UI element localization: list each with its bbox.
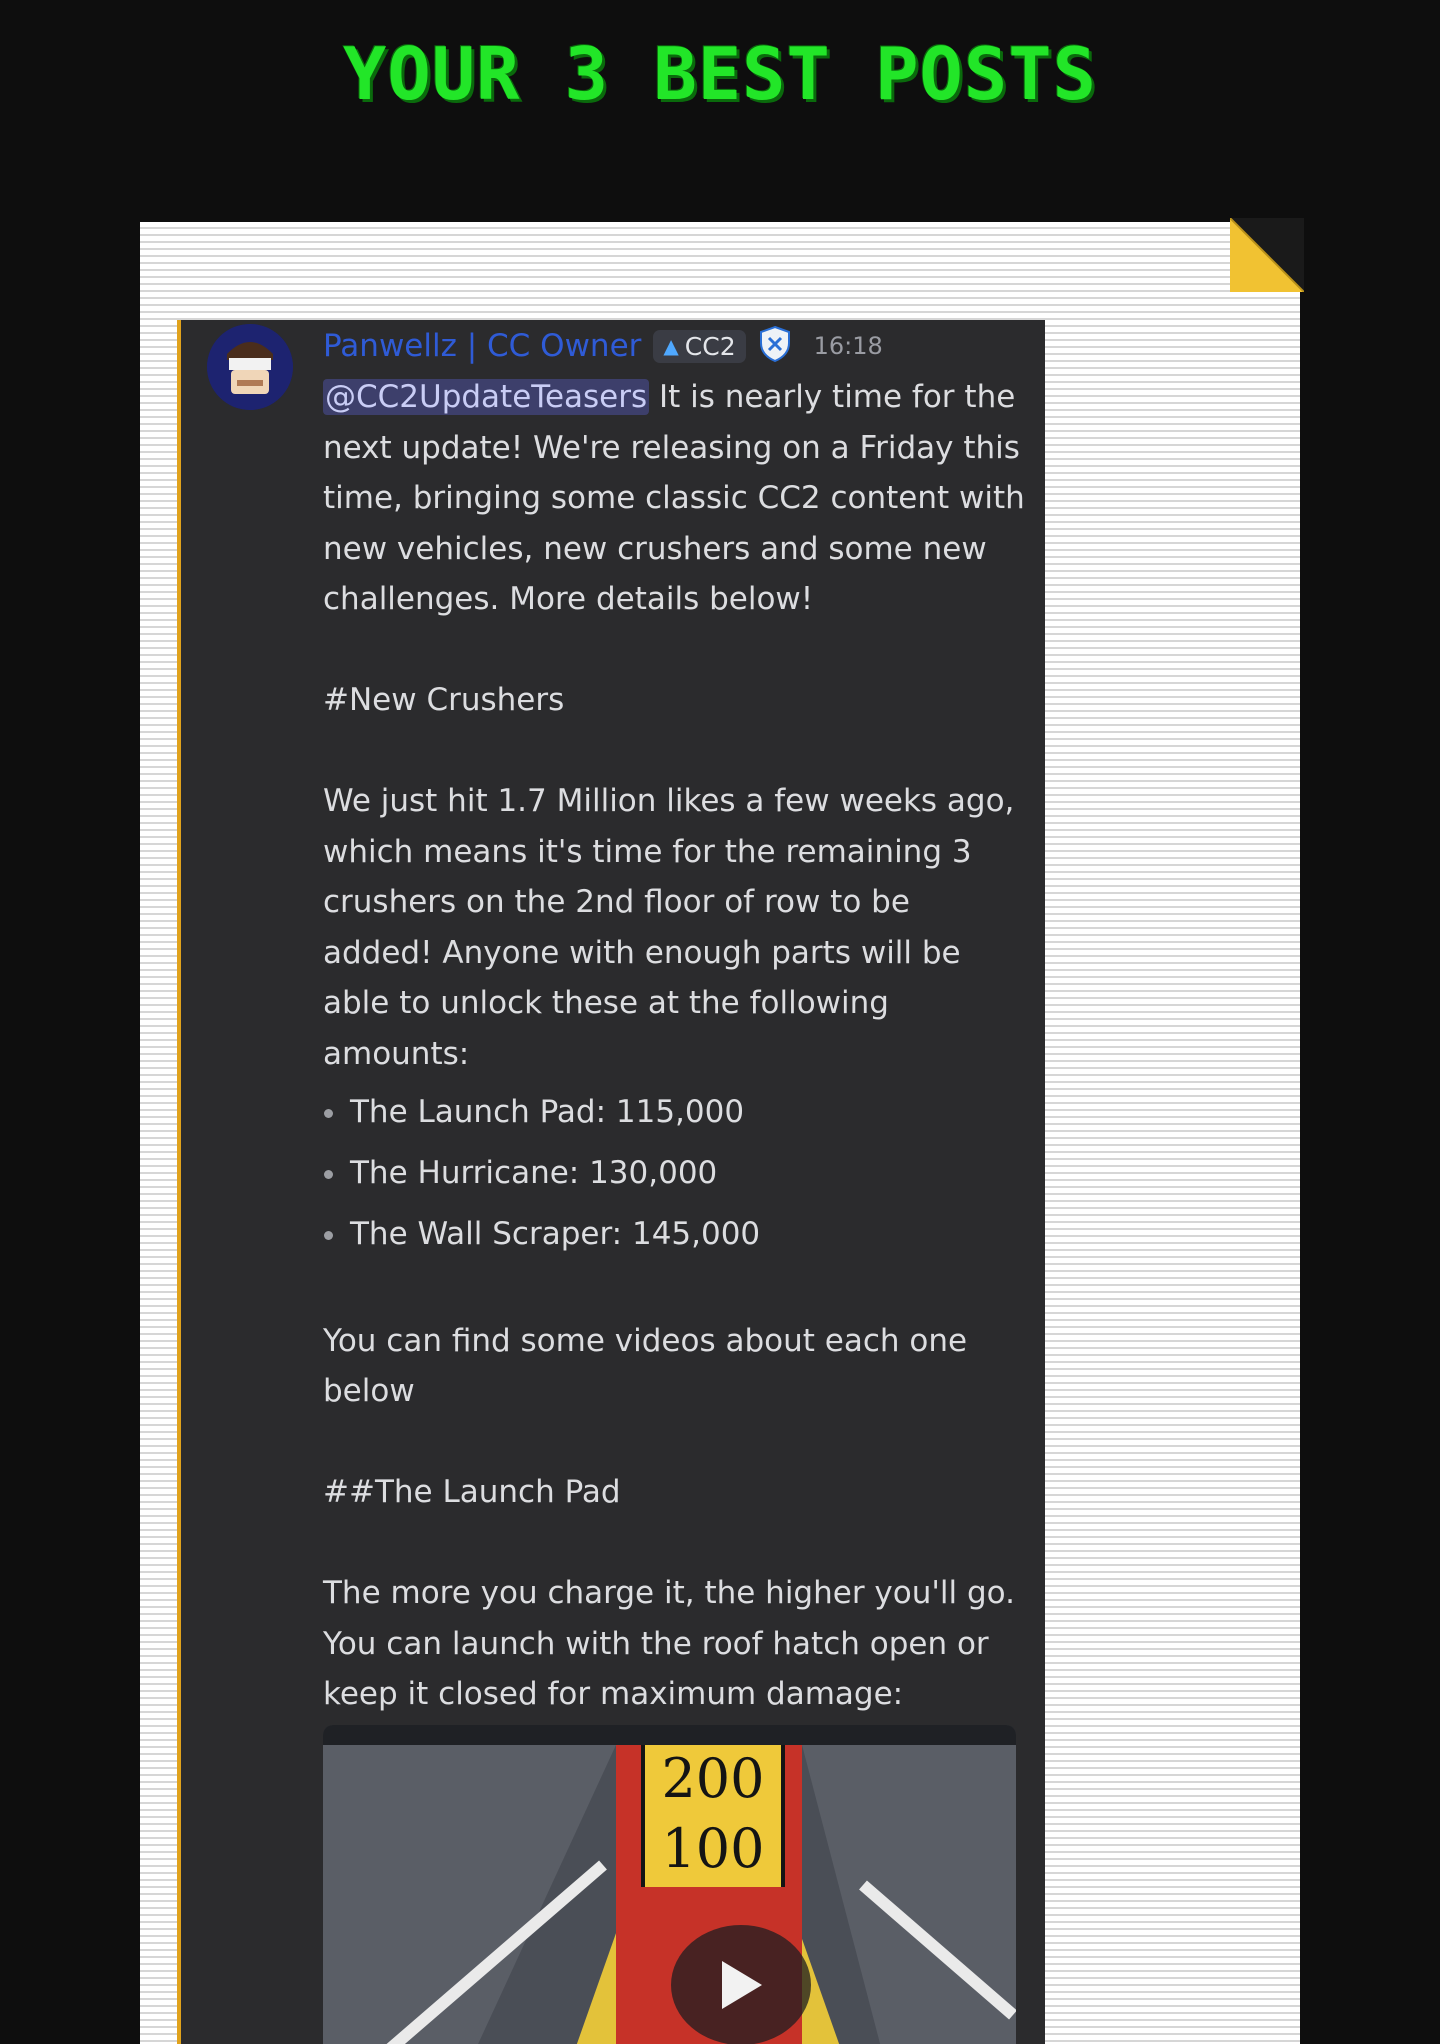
mention-link[interactable]: @CC2UpdateTeasers [325,379,648,415]
post-body [323,372,1028,1720]
role-tag[interactable] [653,330,745,363]
section-heading-2: ##The Launch Pad [323,1474,621,1510]
score-top: 200 [661,1747,765,1810]
list-item-text: The Launch Pad: 115,000 [350,1094,745,1130]
post-header [323,324,883,368]
shield-badge-icon [758,325,792,367]
video-embed[interactable] [323,1725,1016,2044]
username[interactable]: Panwellz | CC Owner [323,328,642,364]
list-item [323,1143,1028,1204]
crusher-list [323,1082,1028,1265]
intro-text: It is nearly time for the next update! We're releasing on a Friday this time, bringing some classic CC2 content with new vehicles, new crushers and some new challenges. More details below! [323,379,1025,617]
section-heading: #New Crushers [323,682,565,718]
score-bottom: 100 [661,1817,765,1880]
drop-icon: ▲ [663,334,679,358]
section-paragraph-2: The more you charge it, the higher you'll go. You can launch with the roof hatch open or keep it closed for maximum damage: [323,1575,1015,1712]
score-panel [641,1745,785,1887]
intro-paragraph [323,372,1028,625]
list-item [323,1204,1028,1265]
avatar[interactable] [207,324,293,410]
timestamp: 16:18 [813,332,883,360]
list-item-text: The Wall Scraper: 145,000 [350,1216,761,1252]
page-title: YOUR 3 BEST POSTS [343,32,1097,116]
play-icon [716,1957,766,2013]
section-paragraph: We just hit 1.7 Million likes a few weeks ago, which means it's time for the remaining 3 crushers on the 2nd floor of row to be added! Anyone with enough parts will be able to unlock these at the following amounts: [323,783,1015,1072]
list-item-text: The Hurricane: 130,000 [350,1155,718,1191]
list-item [323,1082,1028,1143]
videos-paragraph: You can find some videos about each one below [323,1322,968,1409]
folded-corner [1230,218,1304,292]
discord-post [177,320,1045,2044]
role-tag-label: CC2 [684,331,736,361]
play-button[interactable] [671,1925,811,2044]
